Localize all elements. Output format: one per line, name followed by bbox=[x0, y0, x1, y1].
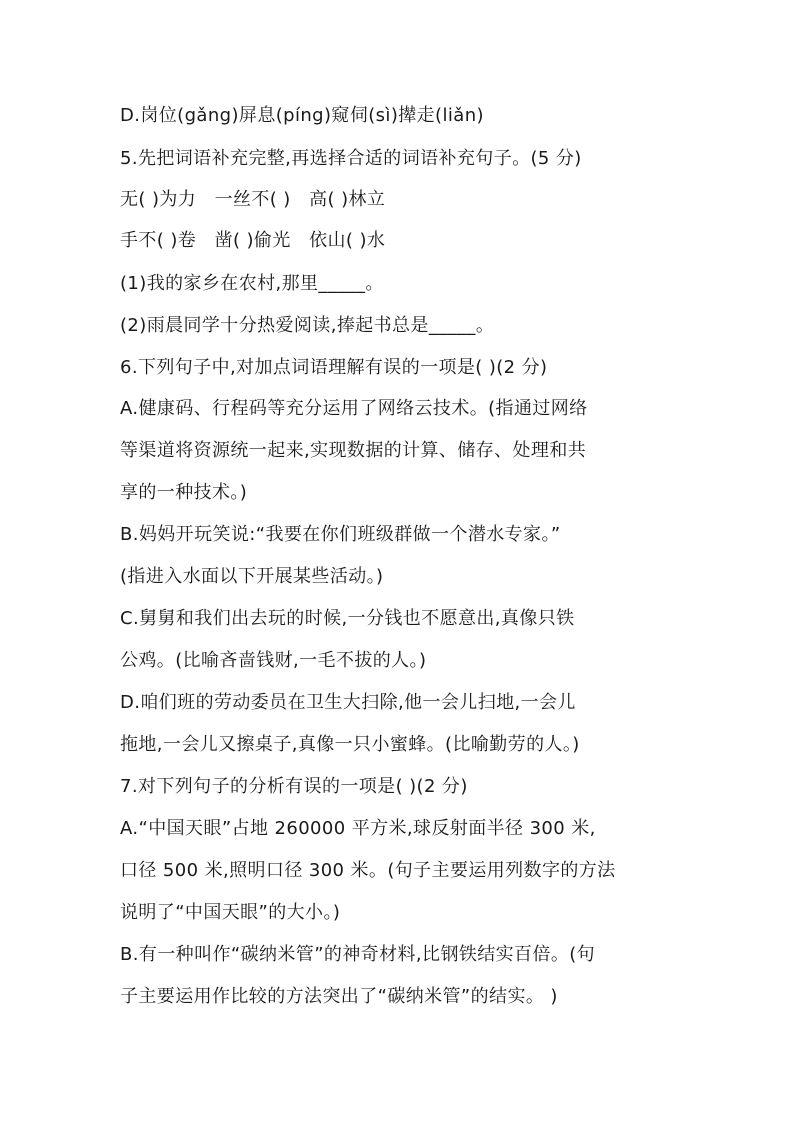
question-7-prompt: 7.对下列句子的分析有误的一项是( )(2 分) bbox=[120, 776, 468, 797]
question-7-option-a-line-3: 说明了“中国天眼”的大小。) bbox=[120, 902, 341, 923]
question-5-sentence-2: (2)雨晨同学十分热爱阅读,捧起书总是_____。 bbox=[120, 315, 495, 336]
question-7-option-a-line-2: 口径 500 米,照明口径 300 米。(句子主要运用列数字的方法 bbox=[120, 860, 616, 881]
question-5-sentence-1: (1)我的家乡在农村,那里_____。 bbox=[120, 273, 384, 294]
question-7-option-a-line-1: A.“中国天眼”占地 260000 平方米,球反射面半径 300 米, bbox=[120, 818, 596, 839]
question-6-prompt: 6.下列句子中,对加点词语理解有误的一项是( )(2 分) bbox=[120, 357, 548, 378]
question-7-option-b-line-2: 子主要运用作比较的方法突出了“碳纳米管”的结实。 ) bbox=[120, 986, 558, 1007]
question-5-words-row-1: 无( )为力 一丝不( ) 高( )林立 bbox=[120, 189, 386, 210]
question-6-option-d-line-2: 拖地,一会儿又擦桌子,真像一只小蜜蜂。(比喻勤劳的人。) bbox=[120, 734, 580, 755]
option-d-pinyin-line: D.岗位(gǎng)屏息(píng)窥伺(sì)撵走(liǎn) bbox=[120, 105, 484, 126]
question-5-words-row-2: 手不( )卷 凿( )偷光 依山( )水 bbox=[120, 230, 386, 251]
question-6-option-b-line-2: (指进入水面以下开展某些活动。) bbox=[120, 566, 384, 587]
question-6-option-a-line-3: 享的一种技术。) bbox=[120, 482, 248, 503]
question-6-option-c-line-1: C.舅舅和我们出去玩的时候,一分钱也不愿意出,真像只铁 bbox=[120, 608, 575, 629]
question-6-option-a-line-1: A.健康码、行程码等充分运用了网络云技术。(指通过网络 bbox=[120, 398, 588, 419]
question-5-prompt: 5.先把词语补充完整,再选择合适的词语补充句子。(5 分) bbox=[120, 148, 582, 169]
question-7-option-b-line-1: B.有一种叫作“碳纳米管”的神奇材料,比钢铁结实百倍。(句 bbox=[120, 944, 596, 965]
question-6-option-b-line-1: B.妈妈开玩笑说:“我要在你们班级群做一个潜水专家。” bbox=[120, 524, 561, 545]
question-6-option-d-line-1: D.咱们班的劳动委员在卫生大扫除,他一会儿扫地,一会儿 bbox=[120, 692, 576, 713]
question-6-option-c-line-2: 公鸡。(比喻吝啬钱财,一毛不拔的人。) bbox=[120, 650, 427, 671]
question-6-option-a-line-2: 等渠道将资源统一起来,实现数据的计算、储存、处理和共 bbox=[120, 440, 587, 461]
